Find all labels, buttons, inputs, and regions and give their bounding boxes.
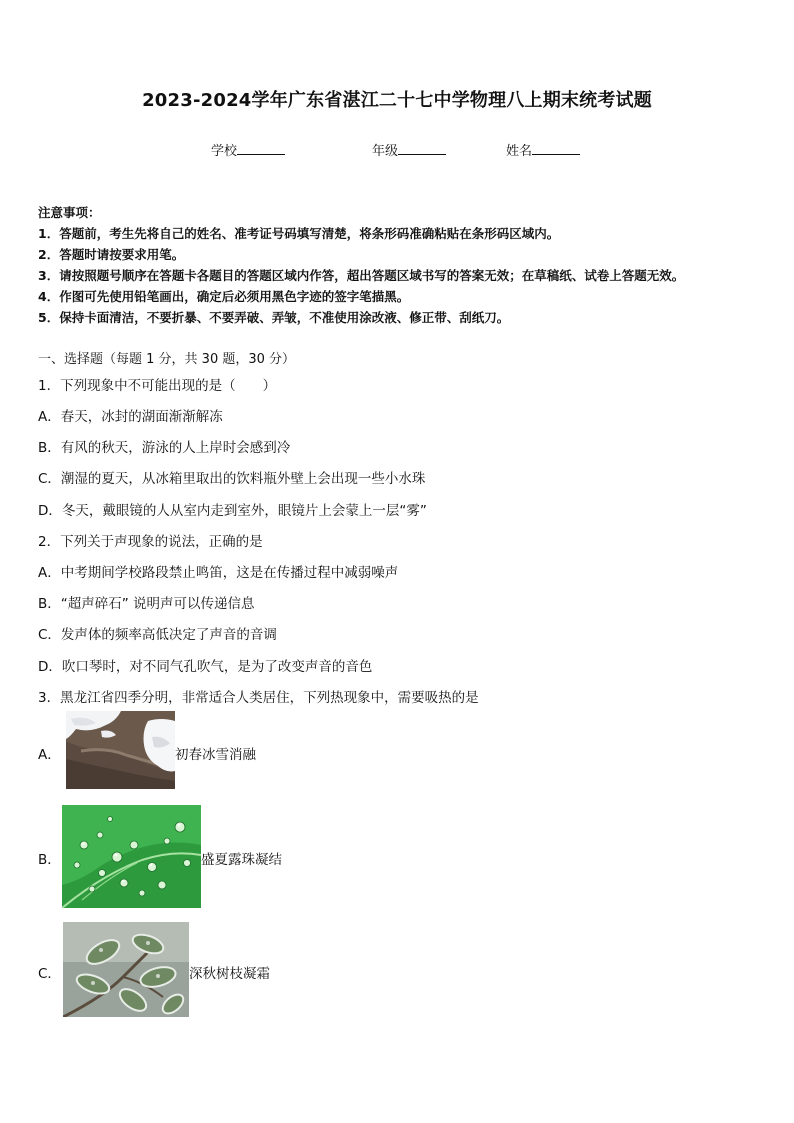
question-option: A．中考期间学校路段禁止鸣笛，这是在传播过程中减弱噪声: [38, 565, 399, 581]
grade-field: [372, 140, 446, 159]
option-label: A．: [38, 747, 61, 763]
note-item: 2．答题时请按要求用笔。: [38, 247, 185, 262]
option-label: B．: [38, 852, 61, 868]
dew-leaf-photo: [62, 805, 201, 908]
option-label: C．: [38, 966, 61, 982]
school-field: [211, 140, 285, 159]
question-option: D．冬天，戴眼镜的人从室内走到室外，眼镜片上会蒙上一层“雾”: [38, 503, 427, 519]
section-heading: 一、选择题（每题 1 分，共 30 题，30 分）: [38, 352, 296, 367]
notes-title: 注意事项：: [38, 205, 101, 220]
option-caption: 初春冰雪消融: [175, 747, 256, 763]
melting-snow-photo: [66, 711, 175, 789]
question-stem: 2．下列关于声现象的说法，正确的是: [38, 534, 263, 550]
name-label: 姓名: [506, 144, 533, 159]
note-item: 1．答题前，考生先将自己的姓名、准考证号码填写清楚，将条形码准确粘贴在条形码区域内。: [38, 226, 560, 241]
question-option: C．潮湿的夏天，从冰箱里取出的饮料瓶外壁上会出现一些小水珠: [38, 471, 426, 487]
school-label: 学校: [211, 144, 238, 159]
question-option: B．“超声碎石” 说明声可以传递信息: [38, 596, 255, 612]
name-field: [506, 140, 580, 159]
question-stem: 1．下列现象中不可能出现的是（ ）: [38, 378, 277, 394]
question-option: B．有风的秋天，游泳的人上岸时会感到冷: [38, 440, 291, 456]
school-blank[interactable]: [237, 142, 285, 155]
frost-branch-photo: [63, 922, 189, 1017]
note-item: 3．请按照题号顺序在答题卡各题目的答题区域内作答，超出答题区域书写的答案无效；在草稿纸、试卷上答题无效。: [38, 268, 685, 283]
question-option: A．春天，冰封的湖面渐渐解冻: [38, 409, 223, 425]
option-caption: 盛夏露珠凝结: [201, 852, 282, 868]
option-caption: 深秋树枝凝霜: [189, 966, 270, 982]
question-stem: 3．黑龙江省四季分明，非常适合人类居住，下列热现象中，需要吸热的是: [38, 690, 479, 706]
grade-label: 年级: [372, 144, 399, 159]
note-item: 4．作图可先使用铅笔画出，确定后必须用黑色字迹的签字笔描黑。: [38, 289, 410, 304]
page-title: 2023-2024学年广东省湛江二十七中学物理八上期末统考试题: [142, 90, 652, 111]
note-item: 5．保持卡面清洁，不要折暴、不要弄破、弄皱，不准使用涂改液、修正带、刮纸刀。: [38, 310, 510, 325]
question-option: C．发声体的频率高低决定了声音的音调: [38, 627, 277, 643]
question-option: D．吹口琴时，对不同气孔吹气，是为了改变声音的音色: [38, 659, 373, 675]
name-blank[interactable]: [532, 142, 580, 155]
grade-blank[interactable]: [398, 142, 446, 155]
